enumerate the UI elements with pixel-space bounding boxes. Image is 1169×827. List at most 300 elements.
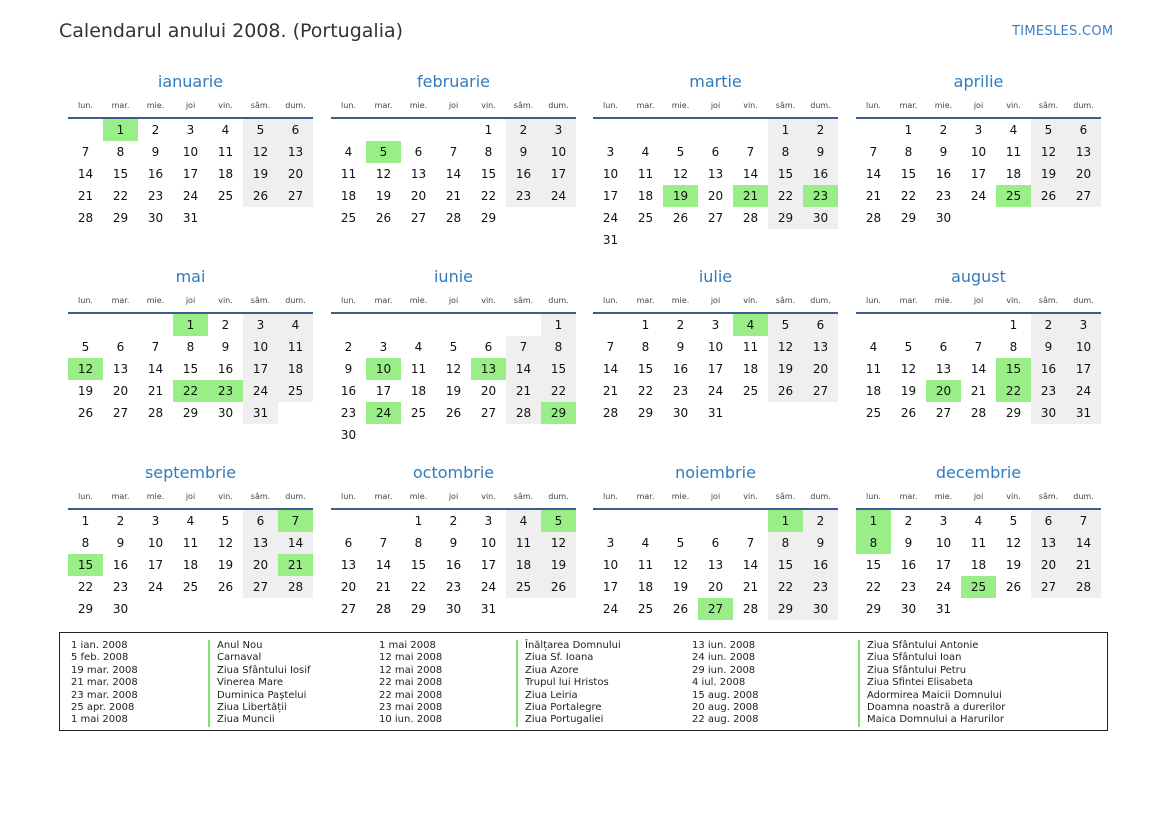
day-cell: 18	[637, 189, 654, 203]
day-cell: 29	[865, 602, 882, 616]
day-cell: 4	[641, 536, 650, 550]
day-cell: 24	[602, 602, 619, 616]
day-cell: 9	[1031, 336, 1066, 358]
day-cell: 5	[449, 340, 458, 354]
weekday-label: sâm.	[513, 101, 534, 110]
day-cell: 18	[865, 384, 882, 398]
day-cell: 12	[217, 536, 234, 550]
day-grid	[331, 510, 576, 620]
day-cell: 15	[541, 358, 576, 380]
day-cell: 11	[637, 167, 654, 181]
day-cell: 26	[900, 406, 917, 420]
legend-date: 22 mai 2008	[379, 677, 443, 689]
day-cell: 11	[970, 536, 987, 550]
day-cell: 26	[1005, 580, 1022, 594]
day-cell: 6	[243, 510, 278, 532]
day-cell: 26	[1031, 185, 1066, 207]
day-cell: 28	[147, 406, 164, 420]
day-cell: 7	[746, 145, 755, 159]
empty-cell	[593, 119, 628, 141]
day-cell: 16	[112, 558, 129, 572]
day-cell: 25	[742, 384, 759, 398]
day-cell: 23	[900, 580, 917, 594]
day-cell: 28	[865, 211, 882, 225]
day-cell: 23	[803, 576, 838, 598]
weekday-label: lun.	[341, 296, 356, 305]
weekday-label: mar.	[899, 101, 918, 110]
weekday-label: sâm.	[1038, 101, 1059, 110]
legend-holiday-name: Ziua Sfântului Ioan	[867, 652, 962, 664]
day-cell: 10	[935, 536, 952, 550]
day-cell: 5	[676, 536, 685, 550]
day-cell: 8	[641, 340, 650, 354]
day-cell: 24	[1066, 380, 1101, 402]
day-cell: 5	[904, 340, 913, 354]
day-cell: 1	[1009, 318, 1018, 332]
day-cell: 31	[1066, 402, 1101, 424]
day-cell: 18	[637, 580, 654, 594]
day-cell: 24	[480, 580, 497, 594]
day-grid	[593, 119, 838, 251]
weekday-label: lun.	[866, 492, 881, 501]
day-cell: 31	[243, 402, 278, 424]
weekday-label: dum.	[285, 296, 306, 305]
legend-holiday-name: Adormirea Maicii Domnului	[867, 689, 1002, 701]
month-name: aprilie	[953, 72, 1004, 91]
weekday-label: joi	[448, 492, 459, 501]
weekday-label: sâm.	[1038, 492, 1059, 501]
day-cell: 5	[676, 145, 685, 159]
month-name: ianuarie	[157, 72, 224, 91]
weekday-label: sâm.	[513, 492, 534, 501]
month-aprilie	[856, 72, 1101, 229]
day-cell: 2	[449, 514, 458, 528]
day-cell: 27	[803, 380, 838, 402]
day-cell: 4	[344, 145, 353, 159]
day-cell: 19	[1005, 558, 1022, 572]
day-grid	[593, 314, 838, 424]
empty-cell	[471, 314, 506, 336]
day-cell: 19	[900, 384, 917, 398]
empty-cell	[331, 119, 366, 141]
day-cell: 21	[445, 189, 462, 203]
day-cell: 4	[641, 145, 650, 159]
day-cell: 7	[606, 340, 615, 354]
day-cell: 2	[676, 318, 685, 332]
day-cell: 13	[803, 336, 838, 358]
weekday-label: lun.	[603, 296, 618, 305]
day-cell: 8	[904, 145, 913, 159]
holiday-day: 15	[68, 554, 103, 576]
weekday-label: sâm.	[513, 296, 534, 305]
day-cell: 25	[410, 406, 427, 420]
day-cell: 3	[606, 536, 615, 550]
day-cell: 18	[1005, 167, 1022, 181]
legend-dates	[379, 640, 442, 727]
day-cell: 3	[243, 314, 278, 336]
weekday-label: mar.	[111, 296, 130, 305]
day-cell: 24	[147, 580, 164, 594]
day-cell: 30	[340, 428, 357, 442]
day-cell: 21	[865, 189, 882, 203]
empty-cell	[331, 510, 366, 532]
day-cell: 20	[278, 163, 313, 185]
day-cell: 16	[1031, 358, 1066, 380]
day-cell: 25	[865, 406, 882, 420]
day-cell: 2	[904, 514, 913, 528]
day-cell: 12	[243, 141, 278, 163]
weekday-label: vin.	[1006, 101, 1021, 110]
weekday-header	[331, 492, 576, 504]
weekday-label: mie.	[409, 101, 428, 110]
holiday-day: 13	[471, 358, 506, 380]
day-cell: 17	[147, 558, 164, 572]
day-cell: 15	[182, 362, 199, 376]
day-cell: 13	[278, 141, 313, 163]
day-cell: 8	[414, 536, 423, 550]
day-cell: 16	[506, 163, 541, 185]
month-name: mai	[175, 267, 206, 286]
weekday-label: mie.	[409, 492, 428, 501]
day-cell: 17	[541, 163, 576, 185]
day-cell: 18	[217, 167, 234, 181]
weekday-label: lun.	[603, 101, 618, 110]
legend-date: 4 iul. 2008	[692, 677, 746, 689]
day-cell: 3	[606, 145, 615, 159]
legend-date: 12 mai 2008	[379, 664, 443, 676]
legend-names	[208, 640, 311, 727]
day-cell: 30	[445, 602, 462, 616]
day-cell: 7	[869, 145, 878, 159]
empty-cell	[628, 119, 663, 141]
day-cell: 14	[445, 167, 462, 181]
weekday-label: lun.	[866, 296, 881, 305]
day-cell: 31	[935, 602, 952, 616]
legend-holiday-name: Maica Domnului a Harurilor	[867, 714, 1004, 726]
weekday-header	[68, 492, 313, 504]
day-cell: 3	[541, 119, 576, 141]
day-cell: 23	[935, 189, 952, 203]
day-cell: 17	[243, 358, 278, 380]
day-cell: 29	[637, 406, 654, 420]
month-name: septembrie	[144, 463, 237, 482]
day-cell: 18	[410, 384, 427, 398]
day-cell: 7	[151, 340, 160, 354]
month-name: octombrie	[412, 463, 495, 482]
day-cell: 26	[541, 576, 576, 598]
day-cell: 10	[707, 340, 724, 354]
weekday-label: vin.	[743, 101, 758, 110]
day-cell: 26	[672, 602, 689, 616]
weekday-label: mar.	[111, 101, 130, 110]
day-cell: 4	[974, 514, 983, 528]
day-cell: 28	[506, 402, 541, 424]
day-cell: 10	[1066, 336, 1101, 358]
day-cell: 1	[641, 318, 650, 332]
day-cell: 29	[1005, 406, 1022, 420]
day-grid	[593, 510, 838, 620]
day-cell: 16	[340, 384, 357, 398]
month-name: martie	[689, 72, 742, 91]
day-cell: 18	[182, 558, 199, 572]
weekday-label: mar.	[899, 296, 918, 305]
legend-date: 1 ian. 2008	[71, 640, 128, 651]
day-cell: 19	[217, 558, 234, 572]
weekday-label: dum.	[810, 296, 831, 305]
day-grid	[68, 510, 313, 620]
day-cell: 13	[935, 362, 952, 376]
day-cell: 21	[375, 580, 392, 594]
holiday-legend	[59, 632, 1108, 731]
weekday-label: dum.	[548, 296, 569, 305]
month-name: iunie	[433, 267, 473, 286]
month-ianuarie	[68, 72, 313, 229]
legend-holiday-name: Ziua Libertății	[217, 702, 287, 714]
day-cell: 29	[77, 602, 94, 616]
weekday-label: mar.	[636, 101, 655, 110]
weekday-label: vin.	[218, 296, 233, 305]
holiday-day: 10	[366, 358, 401, 380]
day-cell: 30	[803, 598, 838, 620]
empty-cell	[436, 119, 471, 141]
day-cell: 4	[506, 510, 541, 532]
legend-date: 22 mai 2008	[379, 689, 443, 701]
day-cell: 24	[707, 384, 724, 398]
day-cell: 28	[445, 211, 462, 225]
day-cell: 20	[480, 384, 497, 398]
empty-cell	[926, 314, 961, 336]
month-mai	[68, 267, 313, 424]
day-cell: 8	[541, 336, 576, 358]
day-cell: 1	[768, 119, 803, 141]
day-cell: 9	[449, 536, 458, 550]
day-cell: 5	[81, 340, 90, 354]
weekday-header	[856, 101, 1101, 113]
month-name: noiembrie	[675, 463, 756, 482]
day-cell: 19	[672, 580, 689, 594]
empty-cell	[733, 119, 768, 141]
day-grid	[856, 314, 1101, 424]
day-cell: 18	[506, 554, 541, 576]
month-name: februarie	[416, 72, 491, 91]
day-cell: 12	[445, 362, 462, 376]
day-cell: 14	[1066, 532, 1101, 554]
day-cell: 28	[375, 602, 392, 616]
day-cell: 29	[768, 207, 803, 229]
legend-date: 29 iun. 2008	[692, 664, 756, 676]
day-cell: 14	[147, 362, 164, 376]
weekday-label: dum.	[810, 101, 831, 110]
legend-holiday-name: Vinerea Mare	[217, 677, 284, 689]
weekday-label: vin.	[1006, 296, 1021, 305]
day-cell: 22	[541, 380, 576, 402]
day-cell: 6	[803, 314, 838, 336]
day-cell: 16	[217, 362, 234, 376]
legend-holiday-name: Ziua Sfântului Antonie	[867, 640, 979, 651]
day-cell: 17	[707, 362, 724, 376]
day-cell: 16	[445, 558, 462, 572]
day-cell: 6	[344, 536, 353, 550]
day-cell: 24	[541, 185, 576, 207]
day-cell: 7	[974, 340, 983, 354]
day-cell: 11	[217, 145, 234, 159]
day-cell: 13	[707, 167, 724, 181]
legend-holiday-name: Ziua Portugaliei	[525, 714, 604, 726]
day-cell: 1	[904, 123, 913, 137]
day-cell: 24	[182, 189, 199, 203]
day-cell: 11	[182, 536, 199, 550]
day-cell: 21	[506, 380, 541, 402]
weekday-label: mie.	[146, 492, 165, 501]
day-cell: 3	[186, 123, 195, 137]
weekday-header	[856, 492, 1101, 504]
weekday-label: lun.	[866, 101, 881, 110]
day-cell: 27	[935, 406, 952, 420]
day-cell: 20	[1066, 163, 1101, 185]
day-cell: 18	[970, 558, 987, 572]
empty-cell	[698, 510, 733, 532]
weekday-label: sâm.	[775, 492, 796, 501]
day-cell: 11	[410, 362, 427, 376]
day-cell: 22	[865, 580, 882, 594]
weekday-label: mar.	[374, 296, 393, 305]
month-iulie	[593, 267, 838, 424]
day-cell: 8	[1009, 340, 1018, 354]
day-cell: 10	[602, 167, 619, 181]
day-cell: 22	[900, 189, 917, 203]
day-cell: 13	[1066, 141, 1101, 163]
day-cell: 14	[602, 362, 619, 376]
day-cell: 2	[221, 318, 230, 332]
day-cell: 2	[116, 514, 125, 528]
day-cell: 22	[768, 576, 803, 598]
day-cell: 1	[484, 123, 493, 137]
day-cell: 11	[278, 336, 313, 358]
day-cell: 17	[602, 189, 619, 203]
day-cell: 14	[865, 167, 882, 181]
weekday-label: sâm.	[250, 296, 271, 305]
day-cell: 9	[344, 362, 353, 376]
day-cell: 27	[112, 406, 129, 420]
day-cell: 12	[672, 167, 689, 181]
day-cell: 6	[1066, 119, 1101, 141]
day-cell: 7	[81, 145, 90, 159]
empty-cell	[436, 314, 471, 336]
day-cell: 28	[278, 576, 313, 598]
day-cell: 6	[484, 340, 493, 354]
day-cell: 29	[112, 211, 129, 225]
empty-cell	[366, 510, 401, 532]
day-cell: 19	[375, 189, 392, 203]
day-cell: 16	[803, 554, 838, 576]
day-cell: 16	[672, 362, 689, 376]
day-cell: 4	[1009, 123, 1018, 137]
weekday-label: mie.	[934, 492, 953, 501]
weekday-label: mie.	[934, 101, 953, 110]
site-link[interactable]: TIMESLES.COM	[1012, 24, 1114, 39]
weekday-label: joi	[973, 296, 984, 305]
day-cell: 21	[742, 580, 759, 594]
day-cell: 15	[480, 167, 497, 181]
legend-holiday-name: Ziua Muncii	[217, 714, 275, 726]
weekday-label: joi	[973, 101, 984, 110]
day-cell: 25	[340, 211, 357, 225]
weekday-label: mar.	[636, 492, 655, 501]
day-grid	[856, 119, 1101, 229]
holiday-day: 1	[856, 510, 891, 532]
legend-names	[858, 640, 1005, 727]
holiday-day: 22	[173, 380, 208, 402]
day-cell: 7	[746, 536, 755, 550]
holiday-day: 21	[733, 185, 768, 207]
legend-holiday-name: Ziua Sfântului Iosif	[217, 664, 311, 676]
day-cell: 4	[278, 314, 313, 336]
day-cell: 13	[243, 532, 278, 554]
weekday-label: vin.	[481, 101, 496, 110]
weekday-label: joi	[185, 492, 196, 501]
day-cell: 6	[711, 536, 720, 550]
day-cell: 4	[221, 123, 230, 137]
day-cell: 16	[803, 163, 838, 185]
day-cell: 4	[414, 340, 423, 354]
month-octombrie	[331, 463, 576, 620]
holiday-day: 5	[366, 141, 401, 163]
day-cell: 27	[480, 406, 497, 420]
day-cell: 17	[1066, 358, 1101, 380]
day-cell: 27	[340, 602, 357, 616]
day-cell: 28	[970, 406, 987, 420]
legend-dates	[692, 640, 759, 727]
weekday-header	[593, 492, 838, 504]
day-cell: 17	[375, 384, 392, 398]
weekday-label: joi	[448, 296, 459, 305]
weekday-label: lun.	[603, 492, 618, 501]
month-noiembrie	[593, 463, 838, 620]
day-cell: 9	[803, 532, 838, 554]
legend-date: 10 iun. 2008	[379, 714, 443, 726]
day-cell: 21	[602, 384, 619, 398]
empty-cell	[593, 314, 628, 336]
day-cell: 2	[939, 123, 948, 137]
day-cell: 14	[742, 167, 759, 181]
weekday-header	[68, 101, 313, 113]
weekday-label: mie.	[146, 296, 165, 305]
weekday-header	[856, 296, 1101, 308]
day-cell: 6	[1031, 510, 1066, 532]
legend-holiday-name: Ziua Azore	[525, 664, 579, 676]
day-cell: 30	[112, 602, 129, 616]
holiday-day: 21	[278, 554, 313, 576]
holiday-day: 4	[733, 314, 768, 336]
day-cell: 3	[151, 514, 160, 528]
weekday-label: lun.	[78, 296, 93, 305]
weekday-label: joi	[185, 296, 196, 305]
day-cell: 12	[375, 167, 392, 181]
legend-holiday-name: Ziua Portalegre	[525, 702, 602, 714]
day-cell: 31	[480, 602, 497, 616]
day-cell: 5	[1031, 119, 1066, 141]
empty-cell	[856, 314, 891, 336]
day-cell: 2	[1031, 314, 1066, 336]
legend-date: 12 mai 2008	[379, 652, 443, 664]
day-cell: 11	[865, 362, 882, 376]
day-cell: 20	[803, 358, 838, 380]
day-cell: 27	[707, 211, 724, 225]
legend-holiday-name: Trupul lui Hristos	[525, 677, 609, 689]
holiday-day: 8	[856, 532, 891, 554]
day-cell: 5	[1009, 514, 1018, 528]
legend-names	[516, 640, 621, 727]
